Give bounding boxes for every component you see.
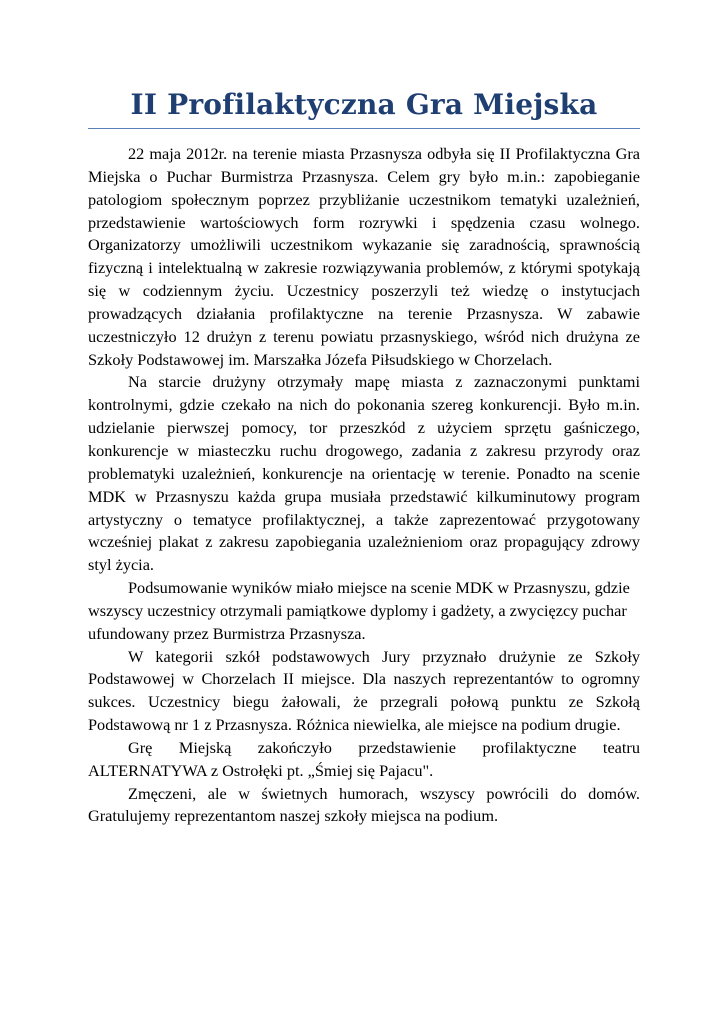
paragraph-results: W kategorii szkół podstawowych Jury przyznało drużynie ze Szkoły Podstawowej w Chorzelach II miejsce. Dla naszych reprezentantów to ogromny sukces. Uczestnicy biegu żałowali, że przegrali połową punktu ze Szkołą Podstawową nr 1 z Przasnysza. Różnica niewielka, ale miejsce na podium drugie.	[88, 646, 640, 735]
document-title: II Profilaktyczna Gra Miejska	[130, 88, 598, 121]
title-underline	[88, 128, 640, 129]
paragraph-competitions: Na starcie drużyny otrzymały mapę miasta z zaznaczonymi punktami kontrolnymi, gdzie czekało na nich do pokonania szereg konkurencji. Było m.in. udzielanie pierwszej pomocy, tor przeszkód z użyciem sprzętu gaśniczego, konkurencje w miasteczku ruchu drogowego, zadania z zakresu przyrody oraz problematyki uzależnień, konkurencje na orientację w terenie. Ponadto na scenie MDK w Przasnyszu każda grupa musiała przedstawić kilkuminutowy program artystyczny o tematyce profilaktycznej, a także zaprezentować przygotowany wcześniej plakat z zakresu zapobiegania uzależnieniom oraz propagujący zdrowy styl życia.	[88, 372, 640, 575]
paragraph-closing: Zmęczeni, ale w świetnych humorach, wszyscy powrócili do domów. Gratulujemy reprezentantom naszej szkoły miejsca na podium.	[88, 783, 640, 826]
paragraph-summary: Podsumowanie wyników miało miejsce na scenie MDK w Przasnyszu, gdzie wszyscy uczestnicy otrzymali pamiątkowe dyplomy i gadżety, a zwycięzcy puchar ufundowany przez Burmistrza Przasnysza.	[88, 578, 630, 643]
paragraph-theatre: Grę Miejską zakończyło przedstawienie profilaktyczne teatru ALTERNATYWA z Ostrołęki pt. „Śmiej się Pajacu".	[88, 737, 640, 780]
paragraph-intro: 22 maja 2012r. na terenie miasta Przasnysza odbyła się II Profilaktyczna Gra Miejska o Puchar Burmistrza Przasnysza. Celem gry było m.in.: zapobieganie patologiom społecznym poprzez przybliżanie uczestnikom tematyki uzależnień, przedstawienie wartościowych form rozrywki i spędzenia czasu wolnego. Organizatorzy umożliwili uczestnikom wykazanie się zaradnością, sprawnością fizyczną i intelektualną w zakresie rozwiązywania problemów, z którymi spotykają się w codziennym życiu. Uczestnicy poszerzyli też wiedzę o instytucjach prowadzących działania profilaktyczne na terenie Przasnysza. W zabawie uczestniczyło 12 drużyn z terenu powiatu przasnyskiego, wśród nich drużyna ze Szkoły Podstawowej im. Marszałka Józefa Piłsudskiego w Chorzelach.	[88, 144, 640, 369]
document-page	[88, 82, 640, 828]
